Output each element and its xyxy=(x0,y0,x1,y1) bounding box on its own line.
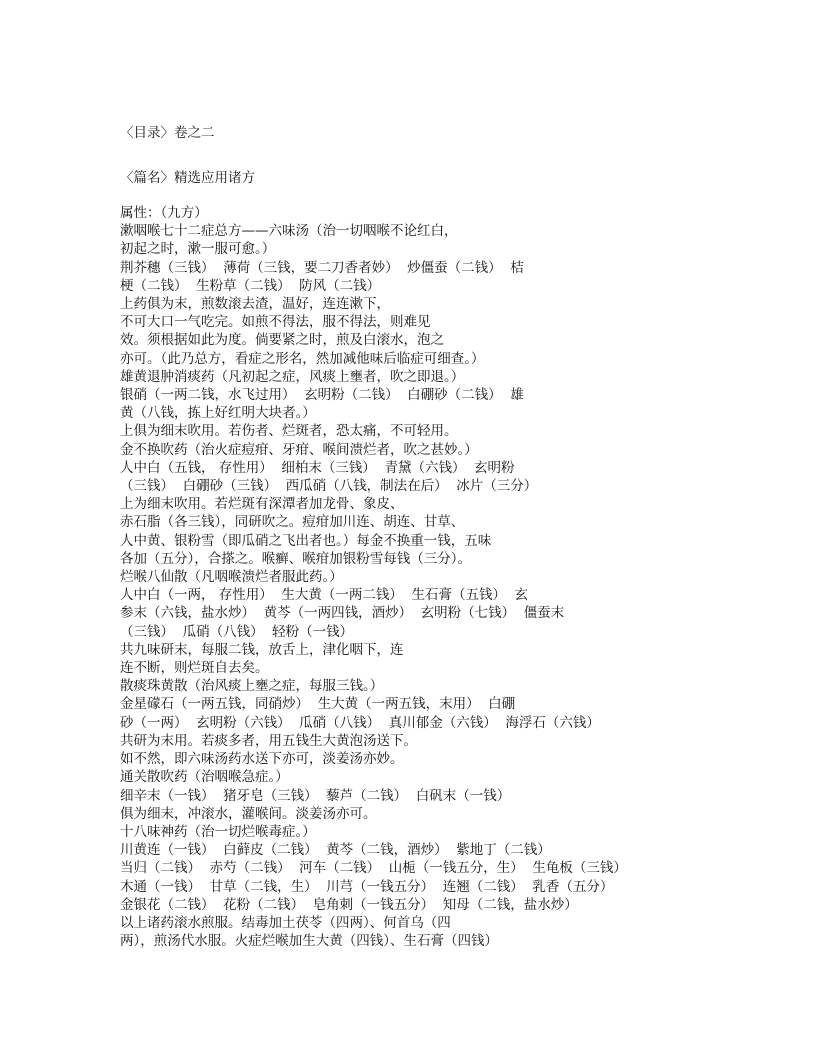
text-line: 十八味神药（治一切烂喉毒症。） xyxy=(120,823,316,840)
text-line: 参末（六钱，盐水炒） 黄芩（一两四钱，酒炒） 玄明粉（七钱） 僵蚕末 xyxy=(120,605,565,622)
text-line: 当归（二钱） 赤芍（二钱） 河车（二钱） 山栀（一钱五分，生） 生龟板（三钱） xyxy=(120,860,627,877)
text-line: 金不换吹药（治火症痘疳、牙疳、喉间溃烂者，吹之甚妙。） xyxy=(120,441,478,458)
text-line: 砂（一两） 玄明粉（六钱） 瓜硝（八钱） 真川郁金（六钱） 海浮石（六钱） xyxy=(120,714,600,731)
text-line: 散痰珠黄散（治风痰上壅之症，每服三钱。） xyxy=(120,678,384,695)
text-line: 人中白（一两， 存性用） 生大黄（一两二钱） 生石膏（五钱） 玄 xyxy=(120,587,529,604)
catalog-heading: 〈目录〉卷之二 xyxy=(120,125,215,141)
chapter-title: 〈篇名〉精选应用诸方 xyxy=(120,170,255,186)
text-line: 以上诸药滚水煎服。结毒加土茯苓（四两）、何首乌（四 xyxy=(120,914,451,931)
text-line: 荆芥穗（三钱） 薄荷（三钱，要二刀香者妙） 炒僵蚕（二钱） 桔 xyxy=(120,259,524,276)
text-line: 初起之时，漱一服可愈。） xyxy=(120,241,276,258)
text-line: 银硝（一两二钱，水飞过用） 玄明粉（二钱） 白硼砂（二钱） 雄 xyxy=(120,387,524,404)
text-line: 效。须根据如此为度。倘要紧之时，煎及白滚水，泡之 xyxy=(120,332,444,349)
text-line: 人中白（五钱， 存性用） 细柏末（三钱） 青黛（六钱） 玄明粉 xyxy=(120,459,515,476)
text-line: 不可大口一气吃完。如煎不得法，服不得法，则难见 xyxy=(120,314,431,331)
text-line: 属性：（九方） xyxy=(120,205,208,221)
text-line: 亦可。（此乃总方，看症之形名，然加减他味后临症可细查。） xyxy=(120,350,485,367)
text-line: 两），煎汤代水服。火症烂喉加生大黄（四钱）、生石膏（四钱） xyxy=(120,933,498,950)
text-line: 漱咽喉七十二症总方——六味汤（治一切咽喉不论红白， xyxy=(120,223,458,240)
text-line: 通关散吹药（治咽喉急症。） xyxy=(120,769,289,786)
text-line: 细辛末（一钱） 猪牙皂（三钱） 藜芦（二钱） 白矾末（一钱） xyxy=(120,787,511,804)
text-line: 木通（一钱） 甘草（二钱，生） 川芎（一钱五分） 连翘（二钱） 乳香（五分） xyxy=(120,878,614,895)
document-body xyxy=(120,204,627,950)
text-line: 烂喉八仙散（凡咽喉溃烂者服此药。） xyxy=(120,569,343,586)
text-line: 人中黄、银粉雪（即瓜硝之飞出者也。）每金不换重一钱，五味 xyxy=(120,532,492,549)
text-line: 川黄连（一钱） 白藓皮（二钱） 黄芩（二钱，酒炒） 紫地丁（二钱） xyxy=(120,842,551,859)
text-line: 赤石脂（各三钱），同研吹之。痘疳加川连、胡连、甘草、 xyxy=(120,514,465,531)
text-line: 上俱为细末吹用。若伤者、烂斑者，恐太痛，不可轻用。 xyxy=(120,423,458,440)
text-line: 上药俱为末，煎数滚去渣，温好，连连漱下， xyxy=(120,296,390,313)
text-line: 黄（八钱，拣上好红明大块者。） xyxy=(120,405,316,422)
text-line: （三钱） 白硼砂（三钱） 西瓜硝（八钱，制法在后） 冰片（三分） xyxy=(120,478,538,495)
text-line: 共九味研末，每服二钱，放舌上，津化咽下，连 xyxy=(120,641,404,658)
text-line: 雄黄退肿消痰药（凡初起之症，风痰上壅者，吹之即退。） xyxy=(120,368,465,385)
text-line: 如不然，即六味汤药水送下亦可，淡姜汤亦妙。 xyxy=(120,751,404,768)
text-line: 梗（二钱） 生粉草（二钱） 防风（二钱） xyxy=(120,277,381,294)
text-line: 共研为末用。若痰多者，用五钱生大黄泡汤送下。 xyxy=(120,732,417,749)
text-line: 各加（五分），合搽之。喉癣、喉疳加银粉雪每钱（三分）。 xyxy=(120,550,471,567)
text-line: 上为细末吹用。若烂斑有深潭者加龙骨、象皮、 xyxy=(120,496,404,513)
text-line: 连不断，则烂斑自去矣。 xyxy=(120,660,269,677)
text-line: 俱为细末，冲滚水，灌喉间。淡姜汤亦可。 xyxy=(120,805,377,822)
text-line: 金星礞石（一两五钱，同硝炒） 生大黄（一两五钱，末用） 白硼 xyxy=(120,696,516,713)
text-line: （三钱） 瓜硝（八钱） 轻粉（一钱） xyxy=(120,623,354,640)
text-line: 金银花（二钱） 花粉（二钱） 皂角刺（一钱五分） 知母（二钱，盐水炒） xyxy=(120,896,578,913)
